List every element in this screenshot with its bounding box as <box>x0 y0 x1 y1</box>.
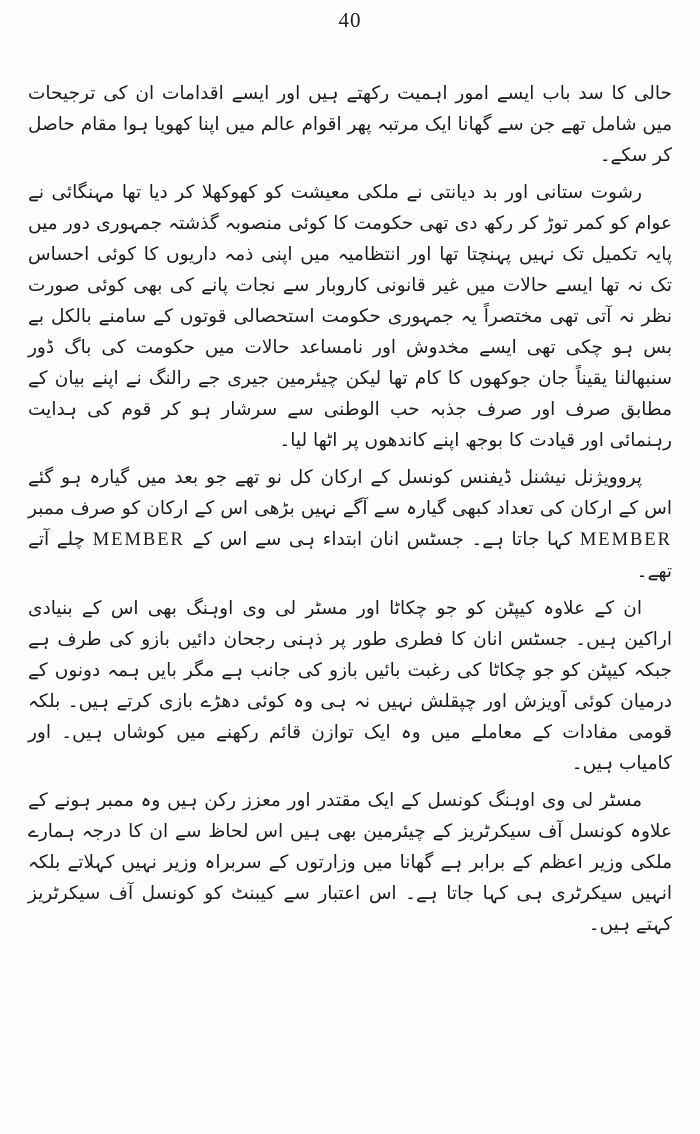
paragraph <box>28 462 672 587</box>
paragraph: حالی کا سد باب ایسے امور اہمیت رکھتے ہیں اور ایسے اقدامات ان کی ترجیحات میں شامل تھے جن سے گھانا ایک مرتبہ پھر اقوام عالم میں اپنا کھویا ہوا مقام حاصل کر سکے۔ <box>28 83 672 166</box>
paragraph: مسٹر لی وی اوہنگ کونسل کے ایک مقتدر اور معزز رکن ہیں وہ ممبر ہونے کے علاوہ کونسل آف سیکرٹریز کے چیئرمین بھی ہیں اس لحاظ سے ان کا درجہ ہمارے ملکی وزیر اعظم کے برابر ہے گھانا میں وزارتوں کے سربراہ وزیر نہیں کہلاتے بلکہ انہیں سیکرٹری ہی کہا جاتا ہے۔ اس اعتبار سے کیبنٹ کو کونسل آف سیکرٹریز کہتے ہیں۔ <box>28 790 672 935</box>
paragraph-text: پروویژنل نیشنل ڈیفنس کونسل کے ارکان کل نو تھے جو بعد میں گیارہ ہو گئے اس کے ارکان کی تعداد کبھی گیارہ سے آگے نہیں بڑھی اس کے ارکان کو صرف ممبر <box>28 467 672 519</box>
paragraph: رشوت ستانی اور بد دیانتی نے ملکی معیشت کو کھوکھلا کر دیا تھا مہنگائی نے عوام کو کمر توڑ کر رکھ دی تھی حکومت کا کوئی منصوبہ گذشتہ جمہوری دور میں پایہ تکمیل تک نہیں پہنچتا تھا اور انتظامیہ میں اپنی ذمہ داریوں کا کوئی احساس تک نہ تھا ایسے حالات میں غیر قانونی کاروبار سے نجات پانے کی بھی کوئی صورت نظر نہ آتی تھی مختصراً یہ جمہوری حکومت استحصالی قوتوں کے سامنے بالکل بے بس ہو چکی تھی ایسے مخدوش اور نامساعد حالات میں حکومت کی باگ ڈور سنبھالنا یقیناً جان جوکھوں کا کام تھا لیکن چیئرمین جیری جے رالنگ نے اپنے بیان کے مطابق صرف اور صرف جذبہ حب الوطنی سے سرشار ہو کر قوم کی ہدایت رہنمائی اور قیادت کا بوجھ اپنے کاندھوں پر اٹھا لیا۔ <box>28 182 672 451</box>
document-body-text <box>28 78 672 946</box>
paragraph-text: چلے آتے تھے۔ <box>28 529 672 582</box>
latin-word-member: MEMBER <box>579 530 672 550</box>
page-number: 40 <box>338 8 362 32</box>
paragraph-text: کہا جاتا ہے۔ جسٹس انان ابتداء ہی سے اس کے <box>192 529 573 550</box>
paragraph: ان کے علاوہ کیپٹن کو جو چکاٹا اور مسٹر لی وی اوہنگ بھی اس کے بنیادی اراکین ہیں۔ جسٹس انان کا فطری طور پر ذہنی رجحان دائیں بازو کی طرف ہے جبکہ کیپٹن کو جو چکاٹا کی رغبت بائیں بازو کی جانب ہے مگر بایں ہمہ دونوں کے درمیان کوئی آویزش اور چپقلش نہیں نہ ہی وہ کوئی دھڑے بازی کرتے ہیں۔ بلکہ قومی مفادات کے معاملے میں وہ ایک توازن قائم رکھنے میں کوشاں ہیں۔ اور کامیاب ہیں۔ <box>28 598 672 774</box>
latin-word-member: MEMBER <box>92 530 185 550</box>
